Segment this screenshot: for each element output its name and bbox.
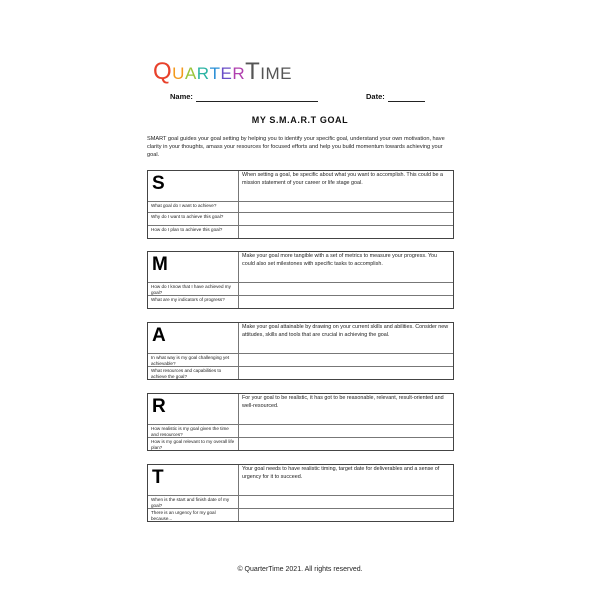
answer-cell[interactable] <box>239 509 453 521</box>
question-label: What resources and capabilities to achieve the goal? <box>148 367 239 379</box>
logo-letter: R <box>232 64 246 83</box>
question-label: In what way is my goal challenging yet achievable? <box>148 354 239 366</box>
smart-letter: R <box>148 394 239 424</box>
logo-letter: I <box>260 64 266 83</box>
logo-letter: T <box>245 58 261 85</box>
smart-description: Your goal needs to have realistic timing, target date for deliverables and a sense of urgency for it to succeed. <box>242 466 440 480</box>
answer-cell[interactable] <box>239 296 453 308</box>
logo-letter: Q <box>153 58 173 85</box>
question-label: How do I plan to achieve this goal? <box>148 226 239 238</box>
smart-block-r <box>147 393 454 451</box>
quartertime-logo <box>153 58 292 86</box>
smart-description: Make your goal attainable by drawing on your current skills and abilities. Consider new attitudes, skills and tools that are crucial in achieving the goal. <box>242 324 449 338</box>
answer-cell[interactable] <box>239 367 453 379</box>
smart-block-s <box>147 170 454 239</box>
answer-cell[interactable] <box>239 425 453 437</box>
answer-cell[interactable] <box>239 283 453 295</box>
logo-letter: A <box>184 64 197 83</box>
smart-letter: T <box>148 465 239 495</box>
answer-cell[interactable] <box>239 438 453 450</box>
logo-letter: E <box>280 64 293 83</box>
logo-letter: U <box>172 64 185 83</box>
question-label: Why do I want to achieve this goal? <box>148 213 239 225</box>
smart-block-m <box>147 251 454 309</box>
smart-letter: A <box>148 323 239 353</box>
intro-paragraph: SMART goal guides your goal setting by helping you to identify your specific goal, understand your own motivation, have clarity in your thoughts, amass your resources for focused efforts and help you build momentum towards achieving your goal. <box>147 136 445 158</box>
logo-letter: M <box>265 64 281 83</box>
logo-letter: T <box>209 64 221 83</box>
date-label: Date: <box>366 92 385 101</box>
smart-block-t <box>147 464 454 522</box>
smart-letter: S <box>148 171 239 201</box>
question-label: How do I know that I have achieved my goal? <box>148 283 239 295</box>
answer-cell[interactable] <box>239 354 453 366</box>
name-label: Name: <box>170 92 193 101</box>
copyright-footer: © QuarterTime 2021. All rights reserved. <box>237 566 363 573</box>
question-label: There is an urgency for my goal because... <box>148 509 239 521</box>
logo-letter: R <box>196 64 210 83</box>
answer-cell[interactable] <box>239 496 453 508</box>
smart-block-a <box>147 322 454 380</box>
question-label: What goal do I want to achieve? <box>148 202 239 212</box>
question-label: When is the start and finish date of my goal? <box>148 496 239 508</box>
page-title: MY S.M.A.R.T GOAL <box>251 115 349 125</box>
smart-description: When setting a goal, be specific about what you want to accomplish. This could be a mission statement of your career or life stage goal. <box>242 172 443 186</box>
question-label: How is my goal relevant to my overall life plan? <box>148 438 239 450</box>
name-field-line[interactable] <box>196 101 318 102</box>
smart-description: Make your goal more tangible with a set of metrics to measure your progress. You could also set milestones with specific tasks to accomplish. <box>242 253 438 267</box>
answer-cell[interactable] <box>239 226 453 238</box>
logo-letter: E <box>220 64 233 83</box>
smart-letter: M <box>148 252 239 282</box>
question-label: What are my indicators of progress? <box>148 296 239 308</box>
smart-description: For your goal to be realistic, it has got to be reasonable, relevant, result-oriented and well-resourced. <box>242 395 444 409</box>
answer-cell[interactable] <box>239 202 453 212</box>
answer-cell[interactable] <box>239 213 453 225</box>
question-label: How realistic is my goal given the time and resources? <box>148 425 239 437</box>
date-field-line[interactable] <box>388 101 425 102</box>
